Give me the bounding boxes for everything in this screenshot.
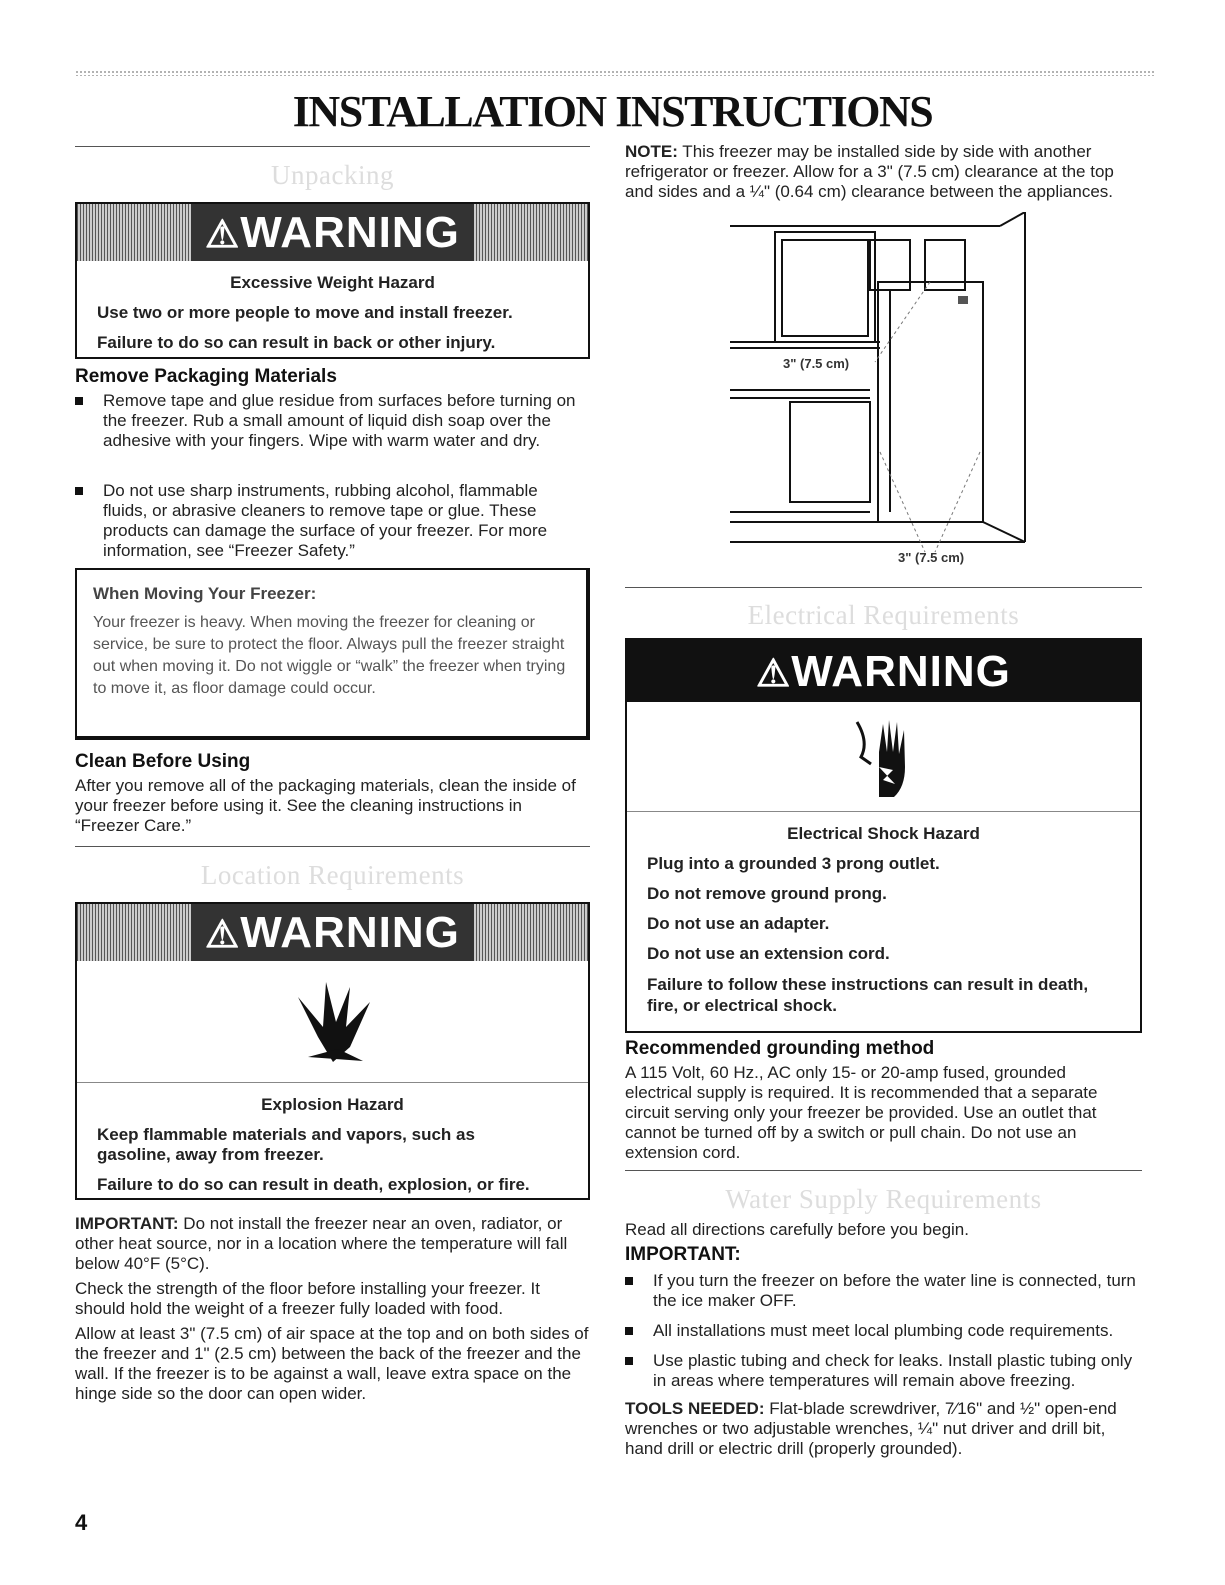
section-heading-electrical: Electrical Requirements [747,600,1020,630]
list-item: Do not use sharp instruments, rubbing alcohol, flammable fluids, or abrasive cleaners to remove tape or glue. These products can damage the surface of your freezer. For more information, see “Freezer Safety.” [75,481,580,561]
page-title: INSTALLATION INSTRUCTIONS [292,87,933,136]
section-heading-location: Location Requirements [200,860,465,890]
grounding-text: A 115 Volt, 60 Hz., AC only 15- or 20-amp fused, grounded electrical supply is required. It is recommended that a separate circuit serving only your freezer be provided. Use an outlet that cannot be turned off by a switch or pull chain. Do not use an extension cord. [625,1063,1098,1162]
hazard-line: Failure to do so can result in back or other injury. [97,333,496,352]
top-dotted-rule [75,70,1155,76]
subheading-grounding: Recommended grounding method [625,1038,935,1059]
section-rule [625,1170,1142,1171]
warning-label: WARNING [240,908,460,957]
hazard-line: Failure to do so can result in death, explosion, or fire. [97,1175,530,1194]
hazard-line: Use two or more people to move and install freezer. [97,303,513,322]
hazard-line: Plug into a grounded 3 prong outlet. [647,854,940,873]
list-item: Remove tape and glue residue from surfaces before turning on the freezer. Rub a small amount of liquid dish soap over the adhesive with your fingers. Wipe with warm water and dry. [75,391,580,451]
info-box-title: When Moving Your Freezer: [93,584,317,603]
installation-clearance-diagram [730,212,1040,572]
section-heading-unpacking: Unpacking [271,160,394,190]
list-item: Use plastic tubing and check for leaks. Install plastic tubing only in areas where temperatures will remain above freezing. [625,1351,1140,1391]
warning-box-electrical [625,638,1142,1033]
note-paragraph: NOTE: This freezer may be installed side by side with another refrigerator or freezer. Allow for a 3" (7.5 cm) clearance at the top and sides and a ¼" (0.64 cm) clearance between the appliances. [625,142,1114,201]
bullet-icon [625,1327,633,1335]
warning-triangle-icon: ⚠ [205,214,241,256]
diagram-label-top: 3" (7.5 cm) [783,356,850,371]
diagram-label-bottom: 3" (7.5 cm) [898,550,965,565]
bullet-icon [625,1357,633,1365]
bullet-icon [75,397,83,405]
moving-info-box [75,568,590,740]
page-number: 4 [75,1510,88,1535]
bullet-icon [75,487,83,495]
important-paragraph: IMPORTANT: Do not install the freezer near an oven, radiator, or other heat source, nor in a location where the temperature will fall below 40°F (5°C). [75,1214,568,1273]
hazard-title: Explosion Hazard [261,1095,404,1114]
electrical-shock-icon [627,702,1140,812]
clean-text: After you remove all of the packaging materials, clean the inside of your freezer before using it. See the cleaning instructions in “Freezer Care.” [75,776,576,835]
hazard-line: Do not use an extension cord. [647,944,890,963]
hazard-line: Failure to follow these instructions can result in death, fire, or electrical shock. [647,975,1089,1015]
important-label: IMPORTANT: [625,1244,741,1265]
section-rule [75,846,590,847]
warning-label: WARNING [240,208,460,257]
hazard-line: Do not use an adapter. [647,914,830,933]
subheading-clean-before-using: Clean Before Using [75,751,251,772]
list-item: All installations must meet local plumbing code requirements. [625,1321,1145,1341]
section-rule [625,587,1142,588]
warning-banner [77,204,588,261]
subheading-remove-packaging: Remove Packaging Materials [75,366,337,387]
hazard-title: Excessive Weight Hazard [230,273,435,292]
read-directions-text: Read all directions carefully before you begin. [625,1220,969,1239]
warning-banner [77,904,588,961]
warning-triangle-icon: ⚠ [756,652,792,695]
warning-box-explosion [75,902,590,1200]
warning-banner [627,640,1140,702]
hazard-title: Electrical Shock Hazard [787,824,980,843]
clearance-paragraph: Allow at least 3" (7.5 cm) of air space at the top and on both sides of the freezer and 1" (2.5 cm) between the back of the freezer and the wall. If the freezer is to be against a wall, leave extra space on the hinge side so the door can open wider. [75,1324,589,1403]
warning-label: WARNING [791,646,1011,696]
section-rule [75,146,590,147]
bullet-icon [625,1277,633,1285]
explosion-icon [77,961,588,1083]
hazard-line: Keep flammable materials and vapors, such as gasoline, away from freezer. [97,1125,475,1164]
tools-needed-paragraph: TOOLS NEEDED: Flat-blade screwdriver, 7⁄16" and ½" open-end wrenches or two adjustable wrenches, ¼" nut driver and drill bit, hand drill or electric drill (properly grounded). [625,1399,1117,1458]
list-item: If you turn the freezer on before the water line is connected, turn the ice maker OFF. [625,1271,1140,1311]
floor-strength-paragraph: Check the strength of the floor before installing your freezer. It should hold the weight of a freezer fully loaded with food. [75,1279,540,1318]
warning-triangle-icon: ⚠ [205,914,241,956]
section-heading-water-supply: Water Supply Requirements [725,1184,1042,1214]
info-box-text: Your freezer is heavy. When moving the freezer for cleaning or service, be sure to protect the floor. Always pull the freezer straight out when moving it. Do not wiggle or “walk” the freezer when trying to move it, as floor damage could occur. [93,614,566,697]
hazard-line: Do not remove ground prong. [647,884,887,903]
warning-box-weight [75,202,590,359]
